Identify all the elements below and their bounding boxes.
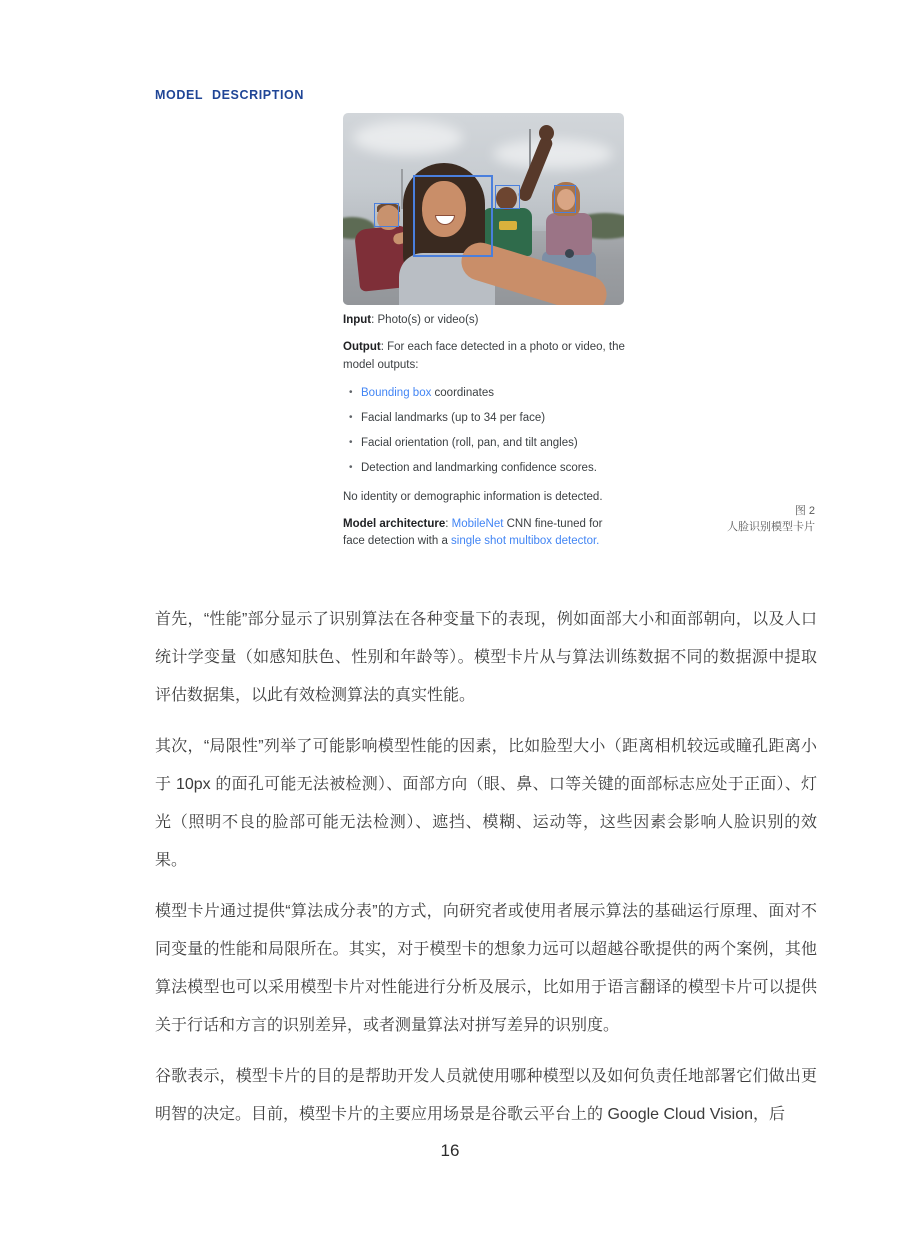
input-value: : Photo(s) or video(s) xyxy=(371,314,479,326)
architecture-label: Model architecture xyxy=(343,517,446,530)
page-number: 16 xyxy=(440,1141,460,1160)
paragraph: 首先，“性能”部分显示了识别算法在各种变量下的表现，例如面部大小和面部朝向，以及人口统计学变量（如感知肤色、性别和年龄等）。模型卡片从与算法训练数据不同的数据源中提取评估数据集，以此有效检测算法的真实性能。 xyxy=(155,611,817,704)
architecture-colon: : xyxy=(445,517,452,530)
list-item xyxy=(347,385,626,403)
figure-caption-title: 人脸识别模型卡片 xyxy=(727,521,815,533)
figure-caption-number: 图 2 xyxy=(794,505,815,517)
cloud-shape xyxy=(353,121,463,155)
paragraph: 其次，“局限性”列举了可能影响模型性能的因素，比如脸型大小（距离相机较远或瞳孔距离小于 10px 的面孔可能无法被检测）、面部方向（眼、鼻、口等关键的面部标志应处于正面）、灯光（照明不良的脸部可能无法检测）、遮挡、模糊、运动等，这些因素会影响人脸识别的效果。 xyxy=(155,738,817,869)
section-header: MODEL DESCRIPTION xyxy=(155,88,305,102)
list-item: • Facial orientation (roll, pan, and tilt angles) xyxy=(347,435,626,453)
output-value: : For each face detected in a photo or video, the model outputs: xyxy=(343,340,625,371)
input-label: Input xyxy=(343,314,372,326)
person-green-shirt-logo xyxy=(499,221,517,230)
cloud-shape xyxy=(493,139,613,169)
face-bounding-box xyxy=(374,203,399,227)
ssd-detector-link[interactable]: single shot multibox detector. xyxy=(451,535,600,548)
architecture-text: CNN fine-tuned for face detection with a xyxy=(343,517,603,548)
face-bounding-box xyxy=(413,175,493,257)
model-card-output-line xyxy=(343,339,626,375)
list-item-text: coordinates xyxy=(431,387,494,400)
model-card-note: No identity or demographic information is detected. xyxy=(343,490,603,503)
model-card-text xyxy=(343,312,626,560)
list-item: • Facial landmarks (up to 34 per face) xyxy=(347,410,626,428)
person-green-hand xyxy=(539,125,554,141)
person-right-watch xyxy=(565,249,574,258)
bounding-box-link[interactable]: Bounding box xyxy=(361,387,432,400)
model-card-photo xyxy=(343,113,624,305)
figure-caption xyxy=(727,503,815,535)
output-label: Output xyxy=(343,340,381,353)
mobilenet-link[interactable]: MobileNet xyxy=(451,517,504,530)
body-text xyxy=(155,601,817,1147)
paragraph: 谷歌表示，模型卡片的目的是帮助开发人员就使用哪种模型以及如何负责任地部署它们做出更明智的决定。目前，模型卡片的主要应用场景是谷歌云平台上的 Google Cloud Vision，后 xyxy=(155,1068,817,1123)
model-card-input-line xyxy=(343,312,626,330)
model-card-output-list xyxy=(347,385,626,477)
face-bounding-box xyxy=(554,185,576,213)
model-card-architecture-line xyxy=(343,516,626,552)
list-item: • Detection and landmarking confidence scores. xyxy=(347,460,626,478)
face-bounding-box xyxy=(495,185,520,209)
paragraph: 模型卡片通过提供“算法成分表”的方式，向研究者或使用者展示算法的基础运行原理、面对不同变量的性能和局限所在。其实，对于模型卡的想象力远可以超越谷歌提供的两个案例，其他算法模型也可以采用模型卡片对性能进行分析及展示，比如用于语言翻译的模型卡片可以提供关于行话和方言的识别差异，或者测量算法对拼写差异的识别度。 xyxy=(155,903,817,1034)
